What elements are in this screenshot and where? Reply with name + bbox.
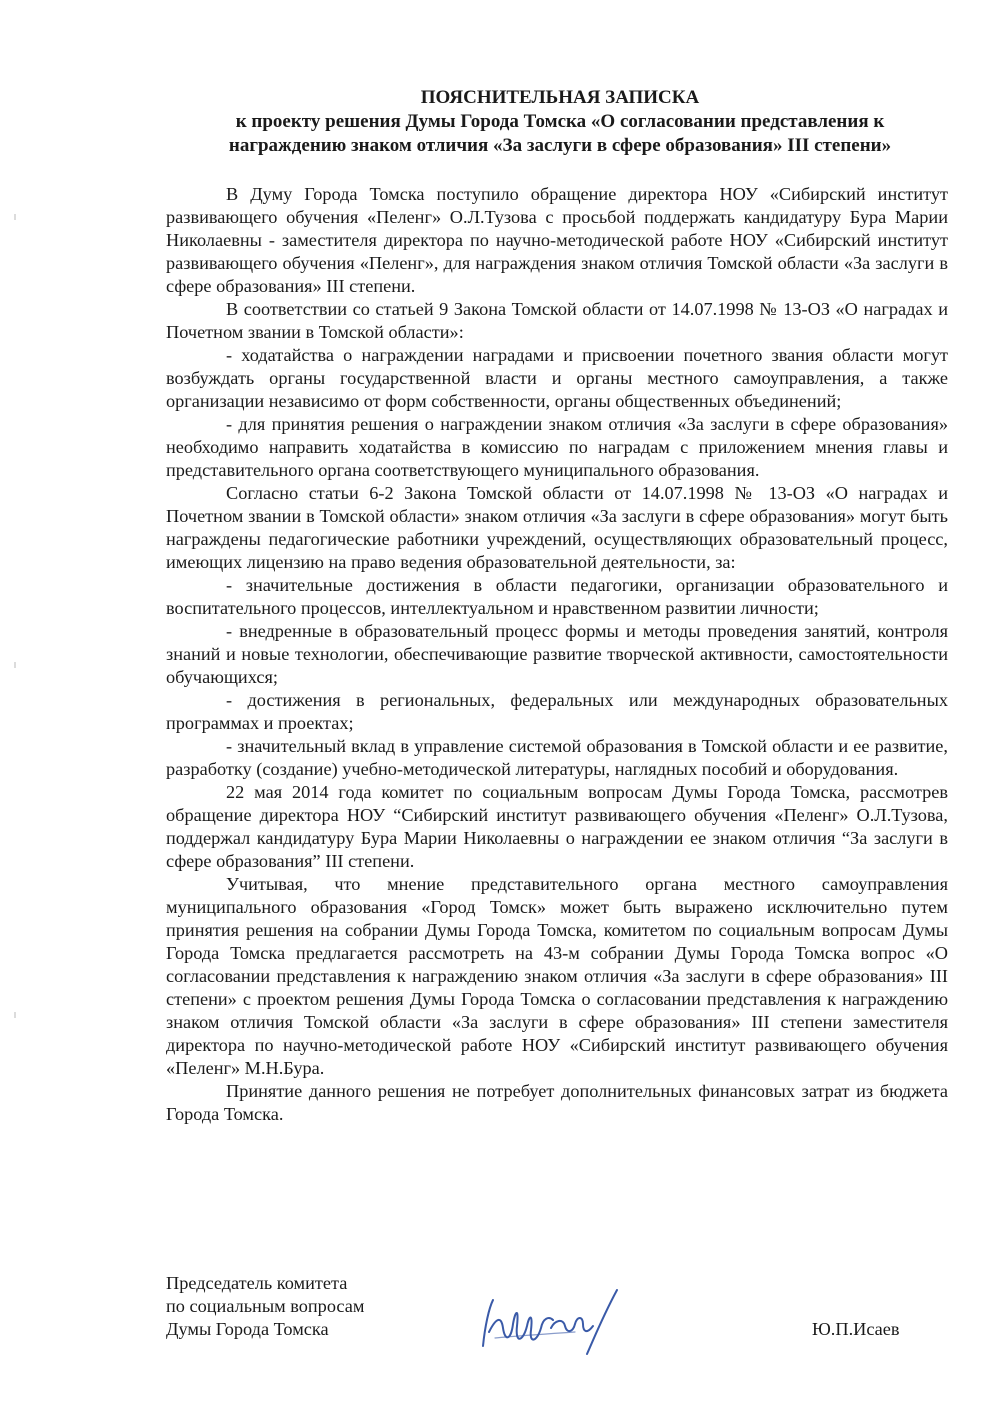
list-item-decision: - для принятия решения о награждении знаком отличия «За заслуги в сфере образования» необходимо направить ходатайства в комиссию по наградам с приложением мнения главы и представительного органа соответствующего муниципального образования.	[166, 414, 948, 480]
paragraph-appeal: В Думу Города Томска поступило обращение директора НОУ «Сибирский институт развивающего обучения «Пеленг» О.Л.Тузова с просьбой поддержать кандидатуру Бура Марии Николаевны - заместителя директора по научно-методической работе НОУ «Сибирский институт развивающего обучения «Пеленг», для награждения знаком отличия Томской области «За заслуги в сфере образования» III степени.	[166, 184, 948, 296]
handwritten-signature	[475, 1286, 625, 1366]
list-item-achievements: - значительные достижения в области педагогики, организации образовательного и воспитательного процессов, интеллектуальном и нравственном развитии личности;	[166, 575, 948, 618]
paragraph-budget: Принятие данного решения не потребует дополнительных финансовых затрат из бюджета Города Томска.	[166, 1081, 948, 1124]
signature-position-line-3: Думы Города Томска	[166, 1319, 329, 1339]
signature-position	[166, 1272, 364, 1341]
paragraph-law-article-6-2: Согласно статьи 6-2 Закона Томской области от 14.07.1998 № 13-ОЗ «О наградах и Почетном звании в Томской области» знаком отличия «За заслуги в сфере образования» могут быть награждены педагогические работники учреждений, осуществляющих образовательный процесс, имеющих лицензию на право ведения образовательной деятельности, за:	[166, 483, 948, 572]
list-item-programs: - достижения в региональных, федеральных или международных образовательных программах и проектах;	[166, 690, 948, 733]
document-subtitle-line-2: награждению знаком отличия «За заслуги в сфере образования» III степени»	[228, 135, 892, 156]
document-subtitle-line-1: к проекту решения Думы Города Томска «О согласовании представления к	[235, 111, 885, 132]
document-title: ПОЯСНИТЕЛЬНАЯ ЗАПИСКА	[420, 87, 700, 108]
signature-position-line-1: Председатель комитета	[166, 1273, 348, 1293]
paragraph-law-article-9: В соответствии со статьей 9 Закона Томской области от 14.07.1998 № 13-ОЗ «О наградах и Почетном звании в Томской области»:	[166, 299, 948, 342]
signer-name: Ю.П.Исаев	[812, 1319, 900, 1339]
scan-artifact	[14, 1012, 16, 1018]
signature-position-line-2: по социальным вопросам	[166, 1296, 365, 1316]
list-item-petitions: - ходатайства о награждении наградами и присвоении почетного звания области могут возбуждать органы государственной власти и органы местного самоуправления, а также организации независимо от форм собственности, органы общественных объединений;	[166, 345, 948, 411]
scan-artifact	[14, 214, 16, 220]
paragraph-committee-review: 22 мая 2014 года комитет по социальным вопросам Думы Города Томска, рассмотрев обращение директора НОУ “Сибирский институт развивающего обучения «Пеленг» О.Л.Тузова, поддержал кандидатуру Бура Марии Николаевны о награждении ее знаком отличия “За заслуги в сфере образования” III степени.	[166, 782, 948, 871]
list-item-methods: - внедренные в образовательный процесс формы и методы проведения занятий, контроля знаний и новые технологии, обеспечивающие развитие творческой активности, самостоятельности обучающихся;	[166, 621, 948, 687]
paragraph-proposal: Учитывая, что мнение представительного органа местного самоуправления муниципального образования «Город Томск» может быть выражено исключительно путем принятия решения на собрании Думы Города Томска, комитетом по социальным вопросам Думы Города Томска предлагается рассмотреть на 43-м собрании Думы Города Томска вопрос «О согласовании представления к награждению знаком отличия «За заслуги в сфере образования» III степени» с проектом решения Думы Города Томска о согласовании представления к награждению знаком отличия Томской области «За заслуги в сфере образования» III степени заместителя директора по научно-методической работе НОУ «Сибирский институт развивающего обучения «Пеленг» М.Н.Бура.	[166, 874, 948, 1078]
document-body	[166, 183, 948, 1126]
document-header	[160, 86, 960, 158]
list-item-contribution: - значительный вклад в управление системой образования в Томской области и ее развитие, разработку (создание) учебно-методической литературы, наглядных пособий и оборудования.	[166, 736, 948, 779]
scan-artifact	[14, 662, 16, 668]
